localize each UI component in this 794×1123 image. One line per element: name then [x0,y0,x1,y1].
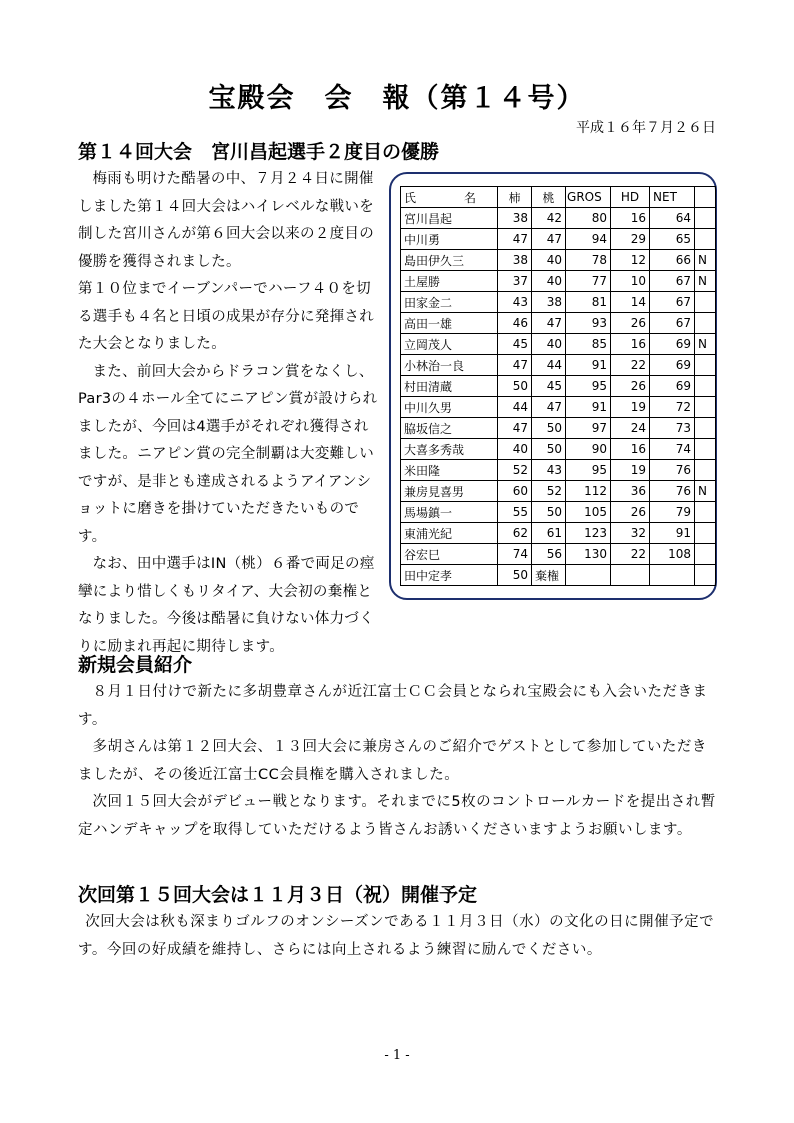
score-hd: 22 [611,544,650,565]
score-kaki: 45 [498,334,532,355]
score-note [695,439,716,460]
score-gross: 95 [566,376,611,397]
score-note [695,418,716,439]
score-net: 79 [650,502,695,523]
score-net: 73 [650,418,695,439]
score-hd: 19 [611,397,650,418]
score-kaki: 40 [498,439,532,460]
section1-heading: 第１４回大会 宮川昌起選手２度目の優勝 [78,141,440,163]
score-momo: 52 [532,481,566,502]
score-note [695,292,716,313]
score-hd: 16 [611,334,650,355]
score-kaki: 38 [498,250,532,271]
score-note [695,397,716,418]
table-row [401,271,716,292]
player-name: 馬場鎮一 [401,502,498,523]
score-hd: 16 [611,439,650,460]
table-row [401,292,716,313]
score-momo: 40 [532,271,566,292]
score-gross: 97 [566,418,611,439]
player-name: 中川勇 [401,229,498,250]
score-hd: 29 [611,229,650,250]
score-note [695,313,716,334]
score-note [695,208,716,229]
score-hd: 36 [611,481,650,502]
score-gross: 94 [566,229,611,250]
score-hd: 10 [611,271,650,292]
score-note [695,376,716,397]
section1-paragraph: また、前回大会からドラコン賞をなくし、Par3の４ホール全てにニアピン賞が設けられましたが、今回は4選手がそれぞれ獲得されました。ニアピン賞の完全制覇は大変難しいですが、是非とも達成されるようアイアンショットに磨きを掛けていただきたいものです。 [78,363,378,545]
player-name: 脇坂信之 [401,418,498,439]
score-momo: 47 [532,229,566,250]
score-hd [611,565,650,586]
table-row [401,565,716,586]
score-gross: 80 [566,208,611,229]
table-row [401,481,716,502]
score-net: 66 [650,250,695,271]
score-momo: 61 [532,523,566,544]
score-kaki: 60 [498,481,532,502]
scores-header-row [401,187,716,208]
player-name: 田家金二 [401,292,498,313]
score-net: 74 [650,439,695,460]
score-gross: 105 [566,502,611,523]
table-row [401,502,716,523]
score-net [650,565,695,586]
player-name: 兼房見喜男 [401,481,498,502]
score-gross: 91 [566,355,611,376]
table-row [401,208,716,229]
header-note [695,187,716,208]
score-hd: 16 [611,208,650,229]
score-net: 69 [650,376,695,397]
score-hd: 24 [611,418,650,439]
header-momo: 桃 [532,187,566,208]
section2-paragraph: 次回１５回大会がデビュー戦となります。それまでに5枚のコントロールカードを提出され暫定ハンデキャップを取得していただけるよう皆さんお誘いくださいますようお願いします。 [78,794,716,838]
score-net: 64 [650,208,695,229]
score-momo: 棄権 [532,565,566,586]
score-gross: 93 [566,313,611,334]
table-row [401,355,716,376]
page-title: 宝殿会 会 報（第１４号） [208,83,586,114]
score-gross: 78 [566,250,611,271]
score-gross: 91 [566,397,611,418]
score-gross: 112 [566,481,611,502]
score-note: N [695,250,716,271]
score-momo: 40 [532,334,566,355]
score-momo: 47 [532,313,566,334]
score-gross: 85 [566,334,611,355]
score-kaki: 44 [498,397,532,418]
score-net: 91 [650,523,695,544]
section3-heading: 次回第１５回大会は１１月３日（祝）開催予定 [78,884,478,906]
score-gross: 81 [566,292,611,313]
score-hd: 19 [611,460,650,481]
score-momo: 44 [532,355,566,376]
table-row [401,250,716,271]
player-name: 村田清蔵 [401,376,498,397]
player-name: 土屋勝 [401,271,498,292]
score-net: 65 [650,229,695,250]
table-row [401,334,716,355]
player-name: 島田伊久三 [401,250,498,271]
score-momo: 50 [532,418,566,439]
header-kaki: 柿 [498,187,532,208]
score-note [695,523,716,544]
table-row [401,523,716,544]
score-kaki: 47 [498,355,532,376]
score-net: 76 [650,481,695,502]
score-note [695,355,716,376]
section1-paragraph: なお、田中選手はIN（桃）６番で両足の痙攣により惜しくもリタイア、大会初の棄権となりました。今後は酷暑に負けない体力づくりに励まれ再起に期待します。 [78,556,375,655]
player-name: 宮川昌起 [401,208,498,229]
score-hd: 12 [611,250,650,271]
score-kaki: 62 [498,523,532,544]
section2-heading: 新規会員紹介 [78,654,193,676]
score-gross: 123 [566,523,611,544]
score-net: 69 [650,334,695,355]
score-momo: 40 [532,250,566,271]
score-gross: 77 [566,271,611,292]
section3-body [78,909,718,964]
player-name: 高田一雄 [401,313,498,334]
section2-body [78,679,718,844]
score-hd: 14 [611,292,650,313]
section1-body [78,166,380,661]
score-kaki: 47 [498,229,532,250]
player-name: 米田隆 [401,460,498,481]
section2-paragraph: ８月１日付けで新たに多胡豊章さんが近江富士ＣＣ会員となられ宝殿会にも入会いただきます。 [78,684,708,728]
page-number: - 1 - [384,1048,410,1063]
score-momo: 45 [532,376,566,397]
score-kaki: 43 [498,292,532,313]
score-gross: 130 [566,544,611,565]
table-row [401,376,716,397]
table-row [401,460,716,481]
score-kaki: 74 [498,544,532,565]
score-note: N [695,271,716,292]
score-hd: 32 [611,523,650,544]
header-net: NET [650,187,695,208]
player-name: 東浦光紀 [401,523,498,544]
player-name: 小林治一良 [401,355,498,376]
scores-body [401,208,716,586]
section1-paragraph: 第１０位までイーブンパーでハーフ４０を切る選手も４名と日頃の成果が存分に発揮された大会となりました。 [78,281,374,352]
score-kaki: 37 [498,271,532,292]
score-kaki: 55 [498,502,532,523]
header-hd: HD [611,187,650,208]
header-gross: GROS [566,187,611,208]
score-momo: 50 [532,502,566,523]
score-net: 108 [650,544,695,565]
table-row [401,418,716,439]
score-net: 67 [650,313,695,334]
score-net: 67 [650,271,695,292]
table-row [401,313,716,334]
score-gross: 90 [566,439,611,460]
header-name: 氏 名 [401,187,498,208]
player-name: 大喜多秀哉 [401,439,498,460]
player-name: 中川久男 [401,397,498,418]
section1-paragraph: 梅雨も明けた酷暑の中、７月２４日に開催しました第１４回大会はハイレベルな戦いを制した宮川さんが第６回大会以来の２度目の優勝を獲得されました。 [78,171,374,270]
score-kaki: 47 [498,418,532,439]
score-momo: 43 [532,460,566,481]
score-momo: 50 [532,439,566,460]
score-momo: 42 [532,208,566,229]
score-note [695,460,716,481]
score-hd: 26 [611,313,650,334]
scores-table [400,186,716,586]
score-net: 76 [650,460,695,481]
score-net: 69 [650,355,695,376]
score-kaki: 38 [498,208,532,229]
score-momo: 47 [532,397,566,418]
table-row [401,544,716,565]
score-kaki: 50 [498,565,532,586]
score-kaki: 46 [498,313,532,334]
score-net: 67 [650,292,695,313]
score-gross [566,565,611,586]
table-row [401,439,716,460]
score-note [695,229,716,250]
table-row [401,229,716,250]
score-momo: 56 [532,544,566,565]
section3-paragraph: 次回大会は秋も深まりゴルフのオンシーズンである１１月３日（水）の文化の日に開催予定です。今回の好成績を維持し、さらには向上されるよう練習に励んでください。 [78,914,715,958]
score-note [695,544,716,565]
score-hd: 26 [611,376,650,397]
score-momo: 38 [532,292,566,313]
issue-date: 平成１６年７月２６日 [576,120,716,136]
player-name: 谷宏巳 [401,544,498,565]
score-note: N [695,334,716,355]
score-kaki: 52 [498,460,532,481]
player-name: 立岡茂人 [401,334,498,355]
score-note: N [695,481,716,502]
score-gross: 95 [566,460,611,481]
player-name: 田中定孝 [401,565,498,586]
table-row [401,397,716,418]
score-kaki: 50 [498,376,532,397]
score-note [695,565,716,586]
score-note [695,502,716,523]
score-net: 72 [650,397,695,418]
score-hd: 22 [611,355,650,376]
score-hd: 26 [611,502,650,523]
section2-paragraph: 多胡さんは第１２回大会、１３回大会に兼房さんのご紹介でゲストとして参加していただきましたが、その後近江富士CC会員権を購入されました。 [78,739,707,783]
